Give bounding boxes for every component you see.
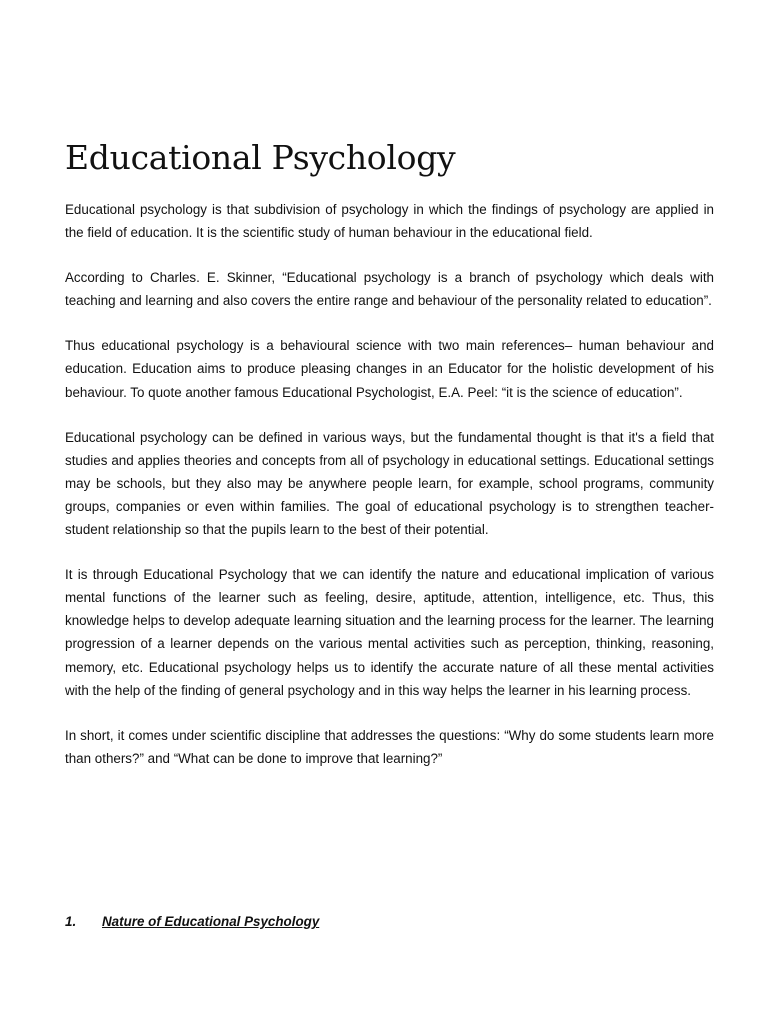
paragraph-skinner-quote: According to Charles. E. Skinner, “Educational psychology is a branch of psychology which deals with teaching and learning and also covers the entire range and behaviour of the personality related to education”.	[65, 270, 714, 309]
paragraph-mental-functions: It is through Educational Psychology that we can identify the nature and educational implication of various mental functions of the learner such as feeling, desire, aptitude, attention, intelligence, etc. Thus, this knowledge helps to develop adequate learning situation and the learning process for the learner. The learning progression of a learner depends on the various mental activities such as perception, thinking, reasoning, memory, etc. Educational psychology helps us to identify the accurate nature of all these mental activities with the help of the finding of general psychology and in this way helps the learner in his learning process.	[65, 567, 714, 698]
paragraph-behavioural-science: Thus educational psychology is a behavioural science with two main references– human behaviour and education. Education aims to produce pleasing changes in an Educator for the holistic development of his behaviour. To quote another famous Educational Psychologist, E.A. Peel: “it is the science of education”.	[65, 338, 714, 400]
section-heading-text: Nature of Educational Psychology	[102, 914, 320, 929]
section-heading	[65, 914, 319, 929]
paragraph-definition: Educational psychology is that subdivision of psychology in which the findings of psychology are applied in the field of education. It is the scientific study of human behaviour in the educational field.	[65, 202, 714, 241]
paragraph-fundamental-thought: Educational psychology can be defined in various ways, but the fundamental thought is that it's a field that studies and applies theories and concepts from all of psychology in educational settings. Educational settings may be schools, but they also may be anywhere people learn, for example, school programs, community groups, companies or even within families. The goal of educational psychology is to strengthen teacher-student relationship so that the pupils learn to the best of their potential.	[65, 429, 714, 538]
section-heading-number: 1.	[65, 914, 77, 929]
paragraph-summary: In short, it comes under scientific discipline that addresses the questions: “Why do some students learn more than others?” and “What can be done to improve that learning?”	[65, 727, 714, 766]
document-body	[65, 198, 714, 792]
page-title: Educational Psychology	[65, 138, 456, 177]
